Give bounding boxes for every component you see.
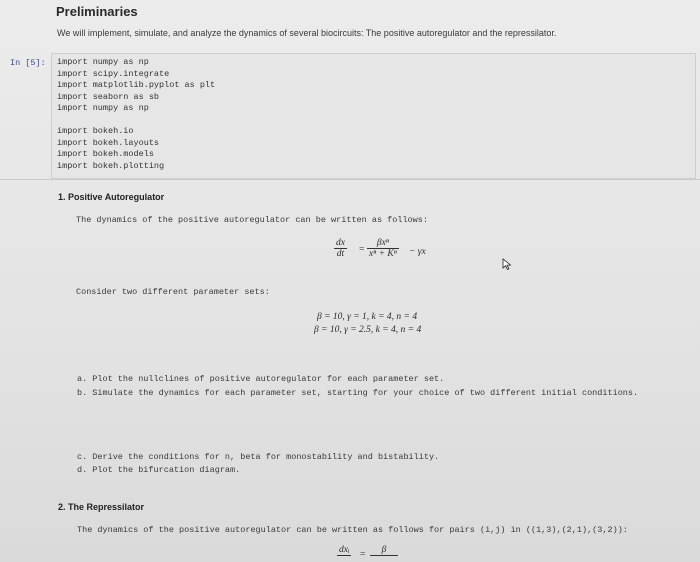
- code-line: import bokeh.plotting: [57, 160, 165, 171]
- task-a: a. Plot the nullclines of positive autoregulator for each parameter set.: [77, 374, 445, 384]
- equation-lhs-numerator: dxᵢ: [339, 545, 350, 555]
- equation-lhs-numerator: dx: [336, 238, 345, 248]
- code-line: import matplotlib.pyplot as plt: [57, 80, 216, 90]
- equation-rhs: [367, 238, 399, 259]
- equation-lhs: [334, 238, 347, 259]
- task-d: d. Plot the bifurcation diagram.: [77, 465, 241, 475]
- equation-lhs-denominator: dt: [336, 249, 345, 259]
- params-label: Consider two different parameter sets:: [76, 287, 270, 297]
- code-line: import bokeh.layouts: [57, 137, 160, 148]
- code-line: import seaborn as sb: [57, 91, 160, 102]
- equation-equals: =: [359, 245, 365, 255]
- code-line: import numpy as np: [57, 57, 149, 67]
- code-line: import bokeh.io: [57, 126, 134, 136]
- equation-rhs-numerator: βxⁿ: [367, 238, 399, 249]
- cell-prompt: In [5]:: [10, 58, 46, 68]
- code-line: import numpy as np: [57, 103, 149, 113]
- code-line: import scipy.integrate: [57, 68, 170, 79]
- cell-separator: [0, 179, 700, 180]
- section-heading: 1. Positive Autoregulator: [58, 192, 165, 202]
- section-intro: The dynamics of the positive autoregulator can be written as follows for pairs (i,j) in ((1,3),(2,1),(3,2)):: [77, 525, 628, 535]
- code-cell[interactable]: [51, 53, 696, 179]
- task-b: b. Simulate the dynamics for each parameter set, starting for your choice of two different initial conditions.: [77, 388, 639, 398]
- param-set-1: β = 10, γ = 1, k = 4, n = 4: [317, 312, 418, 322]
- section-heading: 2. The Repressilator: [58, 502, 145, 512]
- page-title: Preliminaries: [56, 4, 138, 19]
- section-intro: The dynamics of the positive autoregulator can be written as follows:: [76, 215, 428, 225]
- task-c: c. Derive the conditions for n, beta for monostability and bistability.: [77, 452, 440, 462]
- equation-rhs-numerator: β: [370, 545, 398, 556]
- equation-rhs-denominator: xⁿ + Kⁿ: [369, 249, 397, 259]
- mouse-cursor-icon: [502, 258, 512, 270]
- equation-decay-term: − γx: [409, 247, 426, 257]
- param-set-2: β = 10, γ = 2.5, k = 4, n = 4: [314, 325, 422, 335]
- intro-text: We will implement, simulate, and analyze the dynamics of several biocircuits: The positive autoregulator and the repressilator.: [57, 28, 557, 38]
- equation-equals: =: [360, 550, 366, 560]
- code-line: import bokeh.models: [57, 149, 154, 159]
